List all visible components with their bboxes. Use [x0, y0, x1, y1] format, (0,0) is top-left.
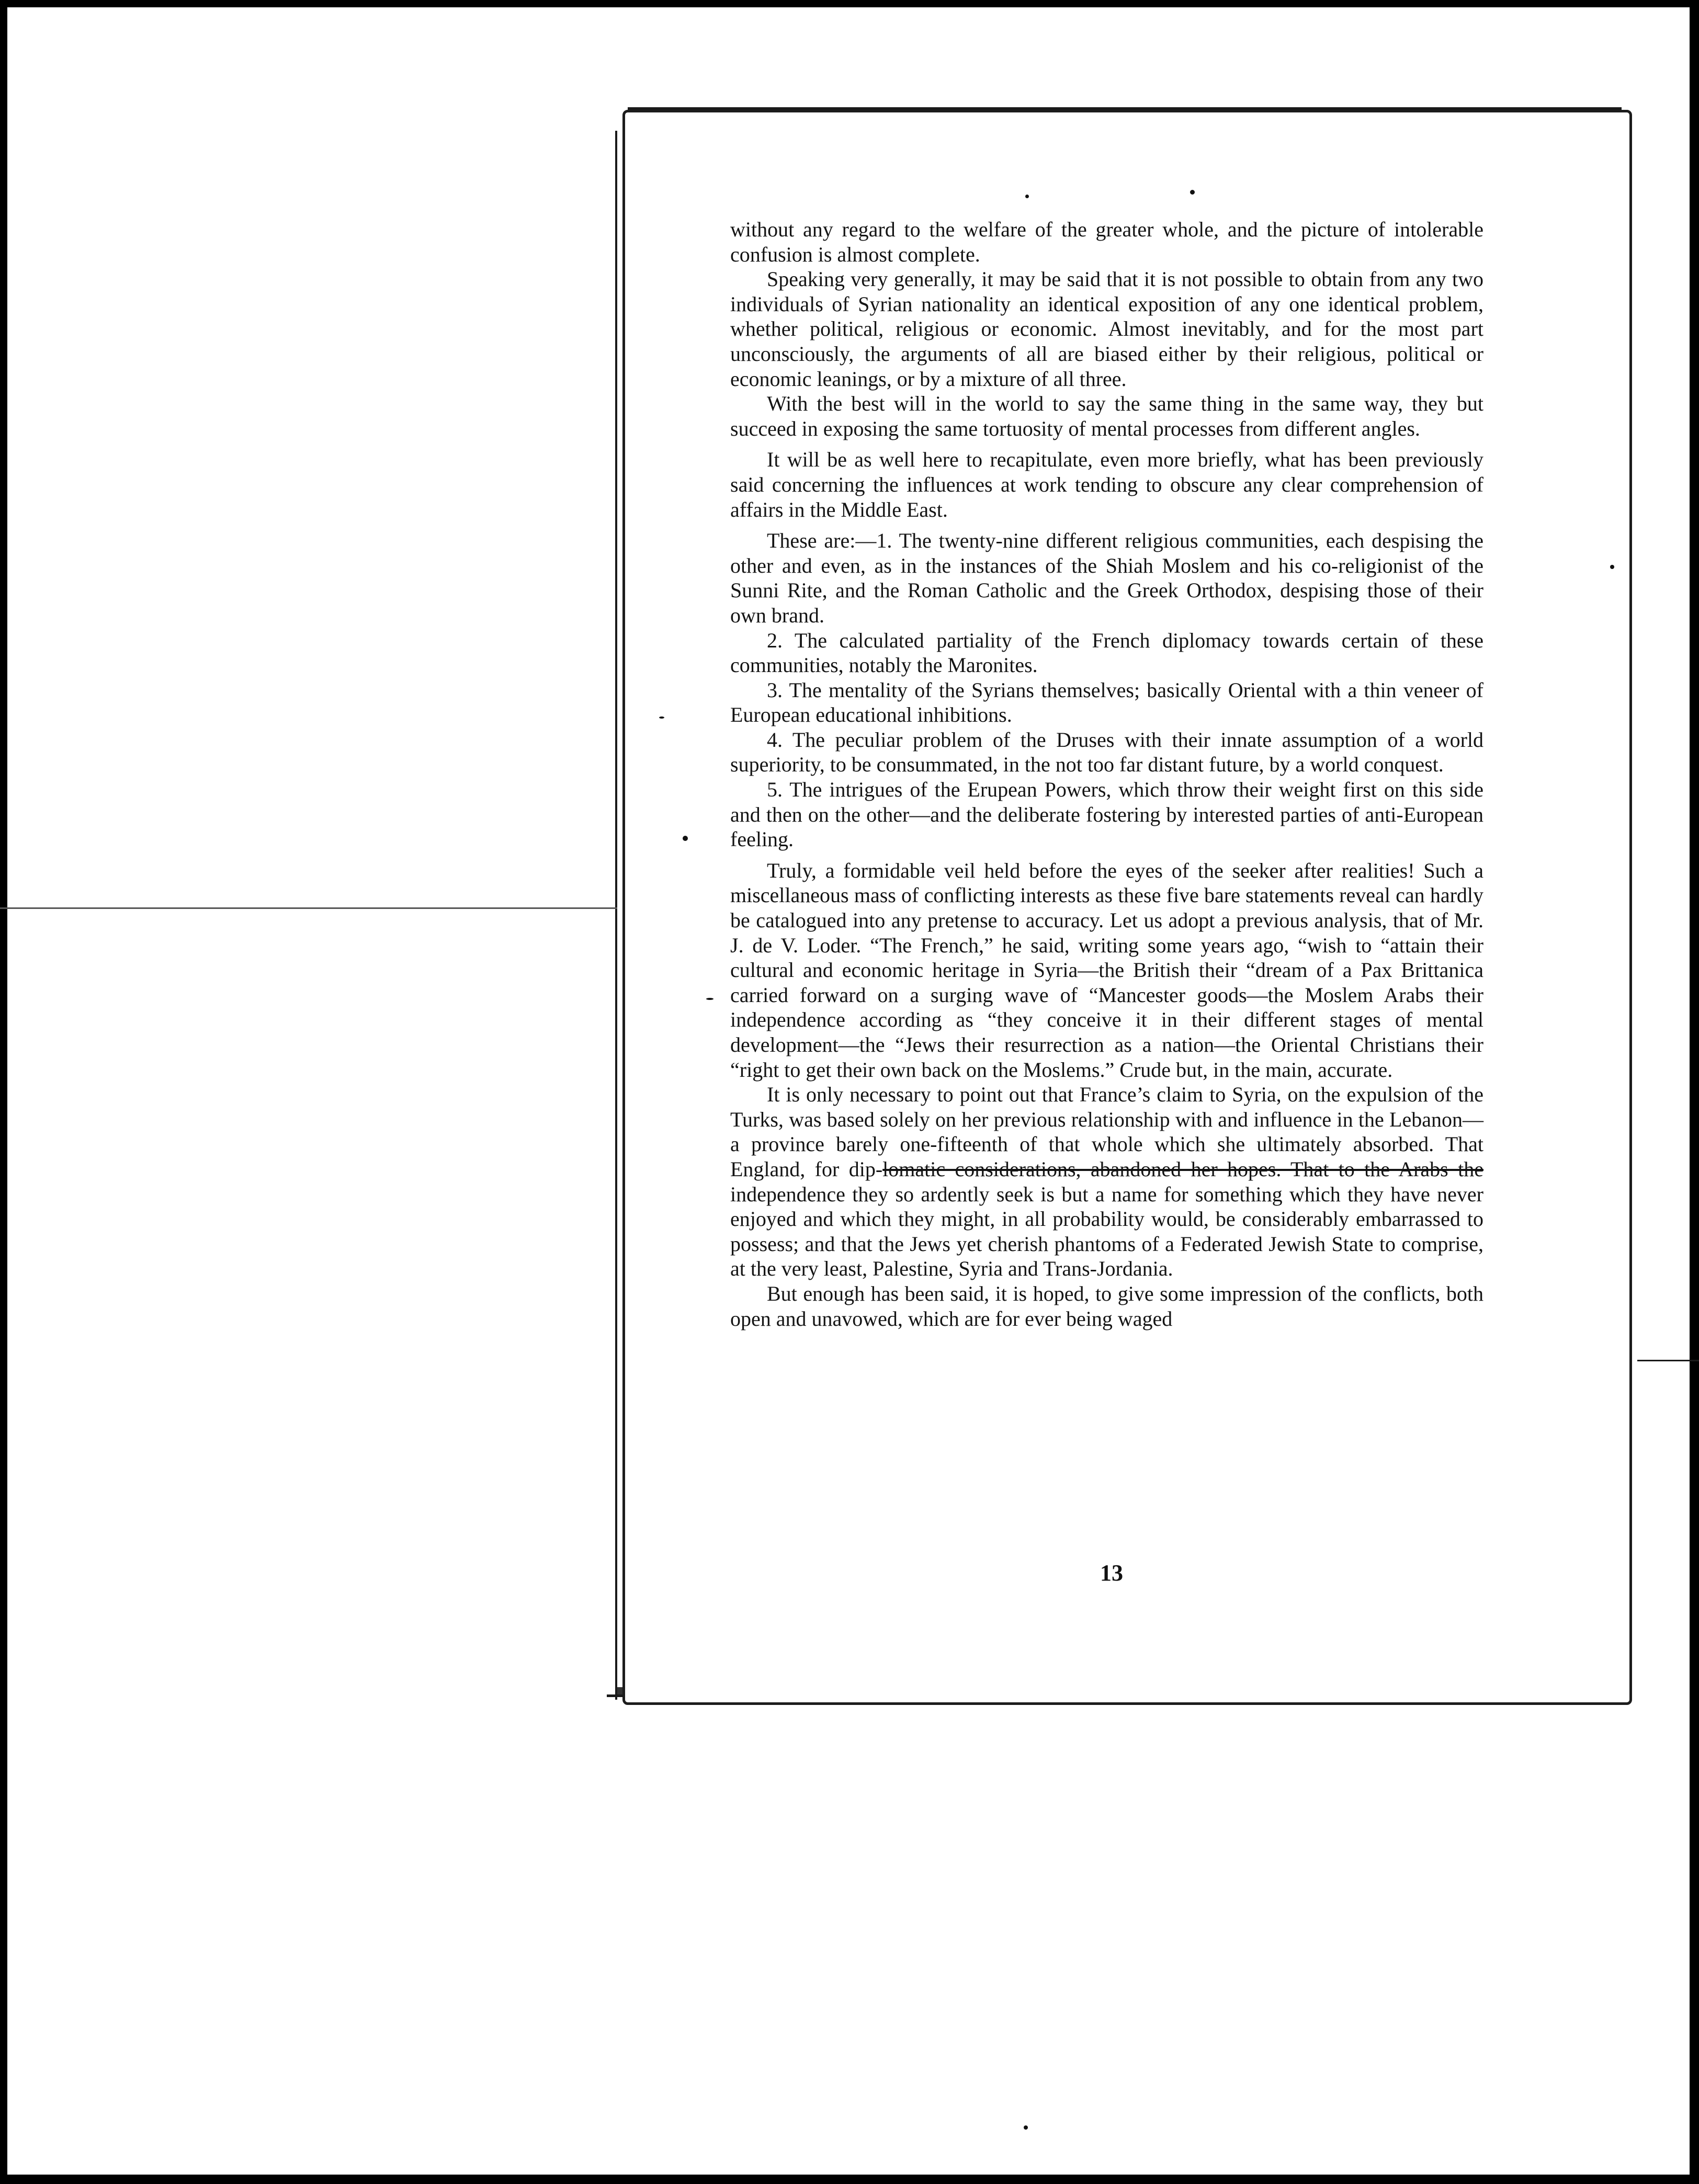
scan-speck: [1024, 2125, 1028, 2130]
list-item: 3. The mentality of the Syrians themselves; basically Oriental with a thin veneer of European educational inhibitions.: [730, 678, 1483, 727]
paragraph: Speaking very generally, it may be said that it is not possible to obtain from any two individuals of Syrian nationality an identical exposition of any one identical problem, whether political, religious or economic. Almost inevitably, and for the most part unconsciously, the arguments of all are biased either by their religious, political or economic leanings, or by a mixture of all three.: [730, 267, 1483, 391]
scan-noise-left-edge: [0, 907, 617, 909]
scan-noise-right-edge: [1637, 1360, 1699, 1361]
scan-speck: [659, 716, 664, 719]
scan-noise-left: [615, 131, 617, 1700]
list-item: 4. The peculiar problem of the Druses with their innate assumption of a world superiority, to be consummated, in the not too far distant future, by a world conquest.: [730, 727, 1483, 777]
page-number: 13: [1100, 1560, 1123, 1586]
scan-speck: [683, 836, 688, 841]
paragraph-text: independence they so ardently seek is but a name for something which they have never enjoyed and which they might, in all probability would, be considerably embarrassed to possess; and that the Jews yet cherish phantoms of a Federated Jewish State to comprise, at the very least, Palestine, Syria and Trans-Jordania.: [730, 1182, 1483, 1281]
paragraph-text: It is only necessary to point out that France’s claim to Syria, on the expulsion of the Turks, was based solely on her previous relationship with and influence in the Lebanon—a province barely one-fifteenth of that whole which she ultimately absorbed. That England, for dip-: [730, 1083, 1483, 1181]
paragraph: But enough has been said, it is hoped, to give some impression of the conflicts, both open and unavowed, which are for ever being waged: [730, 1281, 1483, 1330]
list-item: 2. The calculated partiality of the French diplomacy towards certain of these communities, notably the Maronites.: [730, 628, 1483, 677]
scan-speck: [1190, 190, 1195, 195]
list-item: 5. The intrigues of the Erupean Powers, which throw their weight first on this side and then on the other—and the deliberate fostering by interested parties of anti-European feeling.: [730, 778, 1483, 851]
paragraph: It will be as well here to recapitulate, even more briefly, what has been previously said concerning the influences at work tending to obscure any clear comprehension of affairs in the Middle East.: [730, 448, 1483, 521]
paragraph: These are:—1. The twenty-nine different religious communities, each despising the other and even, as in the instances of the Shiah Moslem and his co-religionist of the Sunni Rite, and the Roman Catholic and the Greek Orthodox, despising those of their own brand.: [730, 529, 1483, 627]
scan-speck: [1025, 195, 1029, 198]
struck-text: lomatic considerations, abandoned her hopes. That to the Arabs the: [882, 1157, 1483, 1181]
paragraph: With the best will in the world to say the same thing in the same way, they but succeed in exposing the same tortuosity of mental processes from different angles.: [730, 392, 1483, 440]
scan-speck: [706, 998, 713, 1000]
paragraph: Truly, a formidable veil held before the eyes of the seeker after realities! Such a miscellaneous mass of conflicting interests as these five bare statements reveal can hardly be catalogued into any pretense to accuracy. Let us adopt a previous analysis, that of Mr. J. de V. Loder. “The French,” he said, writing some years ago, “wish to “attain their cultural and economic heritage in Syria—the British their “dream of a Pax Brittanica carried forward on a surging wave of “Mancester goods—the Moslem Arabs their independence according as “they conceive it in their different stages of mental development—the “Jews their resurrection as a nation—the Oriental Christians their “right to get their own back on the Moslems.” Crude but, in the main, accurate.: [730, 858, 1483, 1082]
paragraph: [730, 1082, 1483, 1281]
page-body-text: [730, 217, 1483, 1331]
paragraph: without any regard to the welfare of the greater whole, and the picture of intolerable confusion is almost complete.: [730, 218, 1483, 266]
scan-speck: [1610, 565, 1614, 569]
